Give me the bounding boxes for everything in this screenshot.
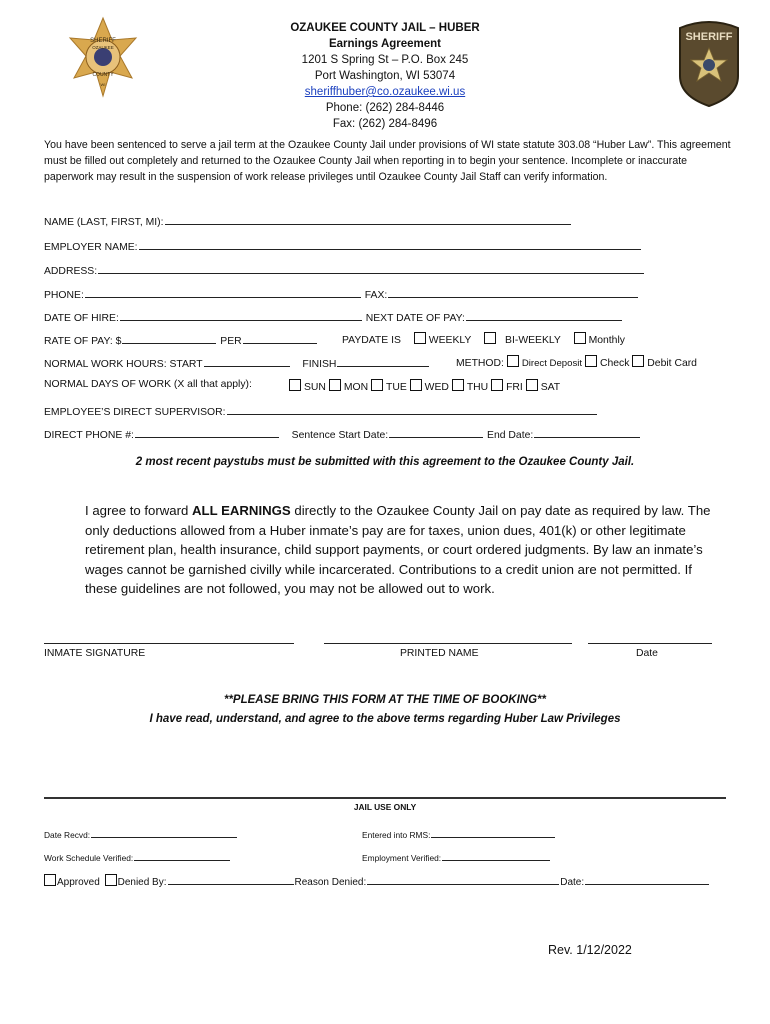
sheriff-star-badge xyxy=(66,16,140,100)
sentence-start-label: Sentence Start Date: xyxy=(291,430,389,441)
biweekly-checkbox[interactable] xyxy=(484,332,496,344)
decision-date-field[interactable] xyxy=(585,875,709,885)
approved-label: Approved xyxy=(57,877,100,888)
denied-by-field[interactable] xyxy=(168,875,294,885)
employer-label: EMPLOYER NAME: xyxy=(44,242,138,253)
per-field[interactable] xyxy=(243,332,317,344)
address-line-2: Port Washington, WI 53074 xyxy=(314,70,456,82)
supervisor-label: EMPLOYEE’S DIRECT SUPERVISOR: xyxy=(44,407,226,418)
finish-field[interactable] xyxy=(337,355,429,367)
name-label: NAME (LAST, FIRST, MI): xyxy=(44,217,164,228)
agreement-post: directly to the Ozaukee County Jail on pay date as required by law. The only deductions allowed from a Huber inmate’s pay are for taxes, union dues, 401(k) or other legitimate retirement plan, health insurance, child support payments, or court ordered judgments. By law an inmate’s wages cannot be garnished civilly while incarcerated. Contributions to a credit union are not permitted. If these guidelines are not followed, you may not be allowed out to work. xyxy=(85,503,711,596)
direct-deposit-label: Direct Deposit xyxy=(521,358,583,369)
approved-checkbox[interactable] xyxy=(44,874,56,886)
agreement-pre: I agree to forward xyxy=(85,503,193,518)
work-schedule-field[interactable] xyxy=(134,852,230,861)
days-label: NORMAL DAYS OF WORK (X all that apply): xyxy=(44,379,252,390)
printed-name-line[interactable] xyxy=(324,643,572,644)
employer-row xyxy=(44,238,642,253)
address-field[interactable] xyxy=(98,262,644,274)
method-group xyxy=(456,355,697,369)
sheriff-patch xyxy=(674,18,744,108)
method-label: METHOD: xyxy=(456,358,504,369)
end-date-field[interactable] xyxy=(534,426,640,438)
employment-row xyxy=(362,852,551,863)
acknowledge-note: I have read, understand, and agree to the above terms regarding Huber Law Privileges xyxy=(149,713,621,725)
biweekly-label: BI-WEEKLY xyxy=(505,335,561,346)
monthly-checkbox[interactable] xyxy=(574,332,586,344)
tue-label: TUE xyxy=(385,382,407,393)
intro-paragraph: You have been sentenced to serve a jail term at the Ozaukee County Jail under provisions of WI state statute 303.08 “Huber Law”. This agreement must be filled out completely and returned to the Ozaukee County Jail when reporting in to begin your sentence. Incomplete or inaccurate paperwork may result in the suspension of work release privileges until Ozaukee County Jail Staff can verify information. xyxy=(44,139,731,183)
debit-card-label: Debit Card xyxy=(647,358,697,369)
hours-start-field[interactable] xyxy=(204,355,290,367)
weekly-label: WEEKLY xyxy=(428,335,472,346)
per-label: PER xyxy=(220,336,242,347)
name-field[interactable] xyxy=(165,213,571,225)
entered-rms-field[interactable] xyxy=(431,829,555,838)
check-label: Check xyxy=(599,358,630,369)
sun-label: SUN xyxy=(304,382,326,393)
jail-use-title: JAIL USE ONLY xyxy=(353,802,417,812)
mon-label: MON xyxy=(343,382,369,393)
wed-label: WED xyxy=(424,382,449,393)
sat-label: SAT xyxy=(540,382,561,393)
denied-label: Denied By: xyxy=(117,877,167,888)
paydate-label: PAYDATE IS xyxy=(342,335,401,346)
patch-text: SHERIFF xyxy=(685,31,733,43)
star-text-mid: OZAUKEE xyxy=(92,45,114,50)
work-schedule-label: Work Schedule Verified: xyxy=(44,853,134,863)
fax-number: Fax: (262) 284-8496 xyxy=(332,118,438,130)
star-text-top: SHERIFF xyxy=(90,38,116,44)
sentence-start-field[interactable] xyxy=(389,426,483,438)
employment-label: Employment Verified: xyxy=(362,853,442,863)
entered-rms-label: Entered into RMS: xyxy=(362,830,431,840)
agreement-bold: ALL EARNINGS xyxy=(192,503,291,518)
revision-date: Rev. 1/12/2022 xyxy=(548,943,632,957)
printed-name-label: PRINTED NAME xyxy=(400,648,479,659)
date-of-hire-label: DATE OF HIRE: xyxy=(44,313,119,324)
decision-row xyxy=(44,874,710,888)
agreement-paragraph xyxy=(85,501,725,599)
reason-field[interactable] xyxy=(367,875,559,885)
fax-label: FAX: xyxy=(364,290,388,301)
entered-rms-row xyxy=(362,829,556,840)
phone-row xyxy=(44,286,639,301)
date-recvd-label: Date Recvd: xyxy=(44,830,91,840)
inmate-signature-line[interactable] xyxy=(44,643,294,644)
rate-field[interactable] xyxy=(122,332,216,344)
date-recvd-field[interactable] xyxy=(91,829,237,838)
bring-form-note: **PLEASE BRING THIS FORM AT THE TIME OF BOOKING** xyxy=(223,694,546,706)
fri-checkbox[interactable] xyxy=(491,379,503,391)
thu-checkbox[interactable] xyxy=(452,379,464,391)
direct-deposit-checkbox[interactable] xyxy=(507,355,519,367)
name-row xyxy=(44,213,572,228)
fax-field[interactable] xyxy=(388,286,638,298)
direct-phone-label: DIRECT PHONE #: xyxy=(44,430,134,441)
decision-date-label: Date: xyxy=(560,877,585,888)
jail-use-divider xyxy=(44,797,726,799)
supervisor-row xyxy=(44,403,598,418)
date-recvd-row xyxy=(44,829,238,840)
form-title: OZAUKEE COUNTY JAIL – HUBER xyxy=(290,22,480,34)
form-subtitle: Earnings Agreement xyxy=(328,38,442,50)
end-date-label: End Date: xyxy=(487,430,534,441)
inmate-signature-label: INMATE SIGNATURE xyxy=(44,648,146,659)
direct-phone-row xyxy=(44,426,641,441)
debit-card-checkbox[interactable] xyxy=(632,355,644,367)
paydate-group xyxy=(342,332,625,346)
address-label: ADDRESS: xyxy=(44,266,98,277)
date-line[interactable] xyxy=(588,643,712,644)
employer-field[interactable] xyxy=(139,238,641,250)
hours-row xyxy=(44,355,430,370)
header-block xyxy=(230,20,540,132)
reason-label: Reason Denied: xyxy=(294,877,367,888)
monthly-label: Monthly xyxy=(588,335,625,346)
weekly-checkbox[interactable] xyxy=(414,332,426,344)
star-text-wi: WI xyxy=(100,82,106,87)
address-line-1: 1201 S Spring St – P.O. Box 245 xyxy=(301,54,469,66)
date-label: Date xyxy=(636,648,658,659)
hours-start-label: NORMAL WORK HOURS: START xyxy=(44,359,203,370)
address-row xyxy=(44,262,645,277)
thu-label: THU xyxy=(466,382,489,393)
denied-checkbox[interactable] xyxy=(105,874,117,886)
sat-checkbox[interactable] xyxy=(526,379,538,391)
work-schedule-row xyxy=(44,852,231,863)
date-of-hire-field[interactable] xyxy=(120,309,362,321)
rate-label: RATE OF PAY: $ xyxy=(44,336,122,347)
wed-checkbox[interactable] xyxy=(410,379,422,391)
direct-phone-field[interactable] xyxy=(135,426,279,438)
phone-number: Phone: (262) 284-8446 xyxy=(325,102,445,114)
star-text-bottom: COUNTY xyxy=(92,72,114,78)
mon-checkbox[interactable] xyxy=(329,379,341,391)
fri-label: FRI xyxy=(506,382,523,393)
tue-checkbox[interactable] xyxy=(371,379,383,391)
paystub-note: 2 most recent paystubs must be submitted with this agreement to the Ozaukee County Jail. xyxy=(135,456,635,468)
finish-label: FINISH xyxy=(302,359,337,370)
sun-checkbox[interactable] xyxy=(289,379,301,391)
check-checkbox[interactable] xyxy=(585,355,597,367)
next-pay-field[interactable] xyxy=(466,309,622,321)
rate-row xyxy=(44,332,318,347)
phone-label: PHONE: xyxy=(44,290,84,301)
phone-field[interactable] xyxy=(85,286,361,298)
supervisor-field[interactable] xyxy=(227,403,597,415)
email-link[interactable]: sheriffhuber@co.ozaukee.wi.us xyxy=(304,86,466,98)
next-pay-label: NEXT DATE OF PAY: xyxy=(365,313,465,324)
hire-row xyxy=(44,309,623,324)
days-group xyxy=(289,379,560,393)
employment-field[interactable] xyxy=(442,852,550,861)
